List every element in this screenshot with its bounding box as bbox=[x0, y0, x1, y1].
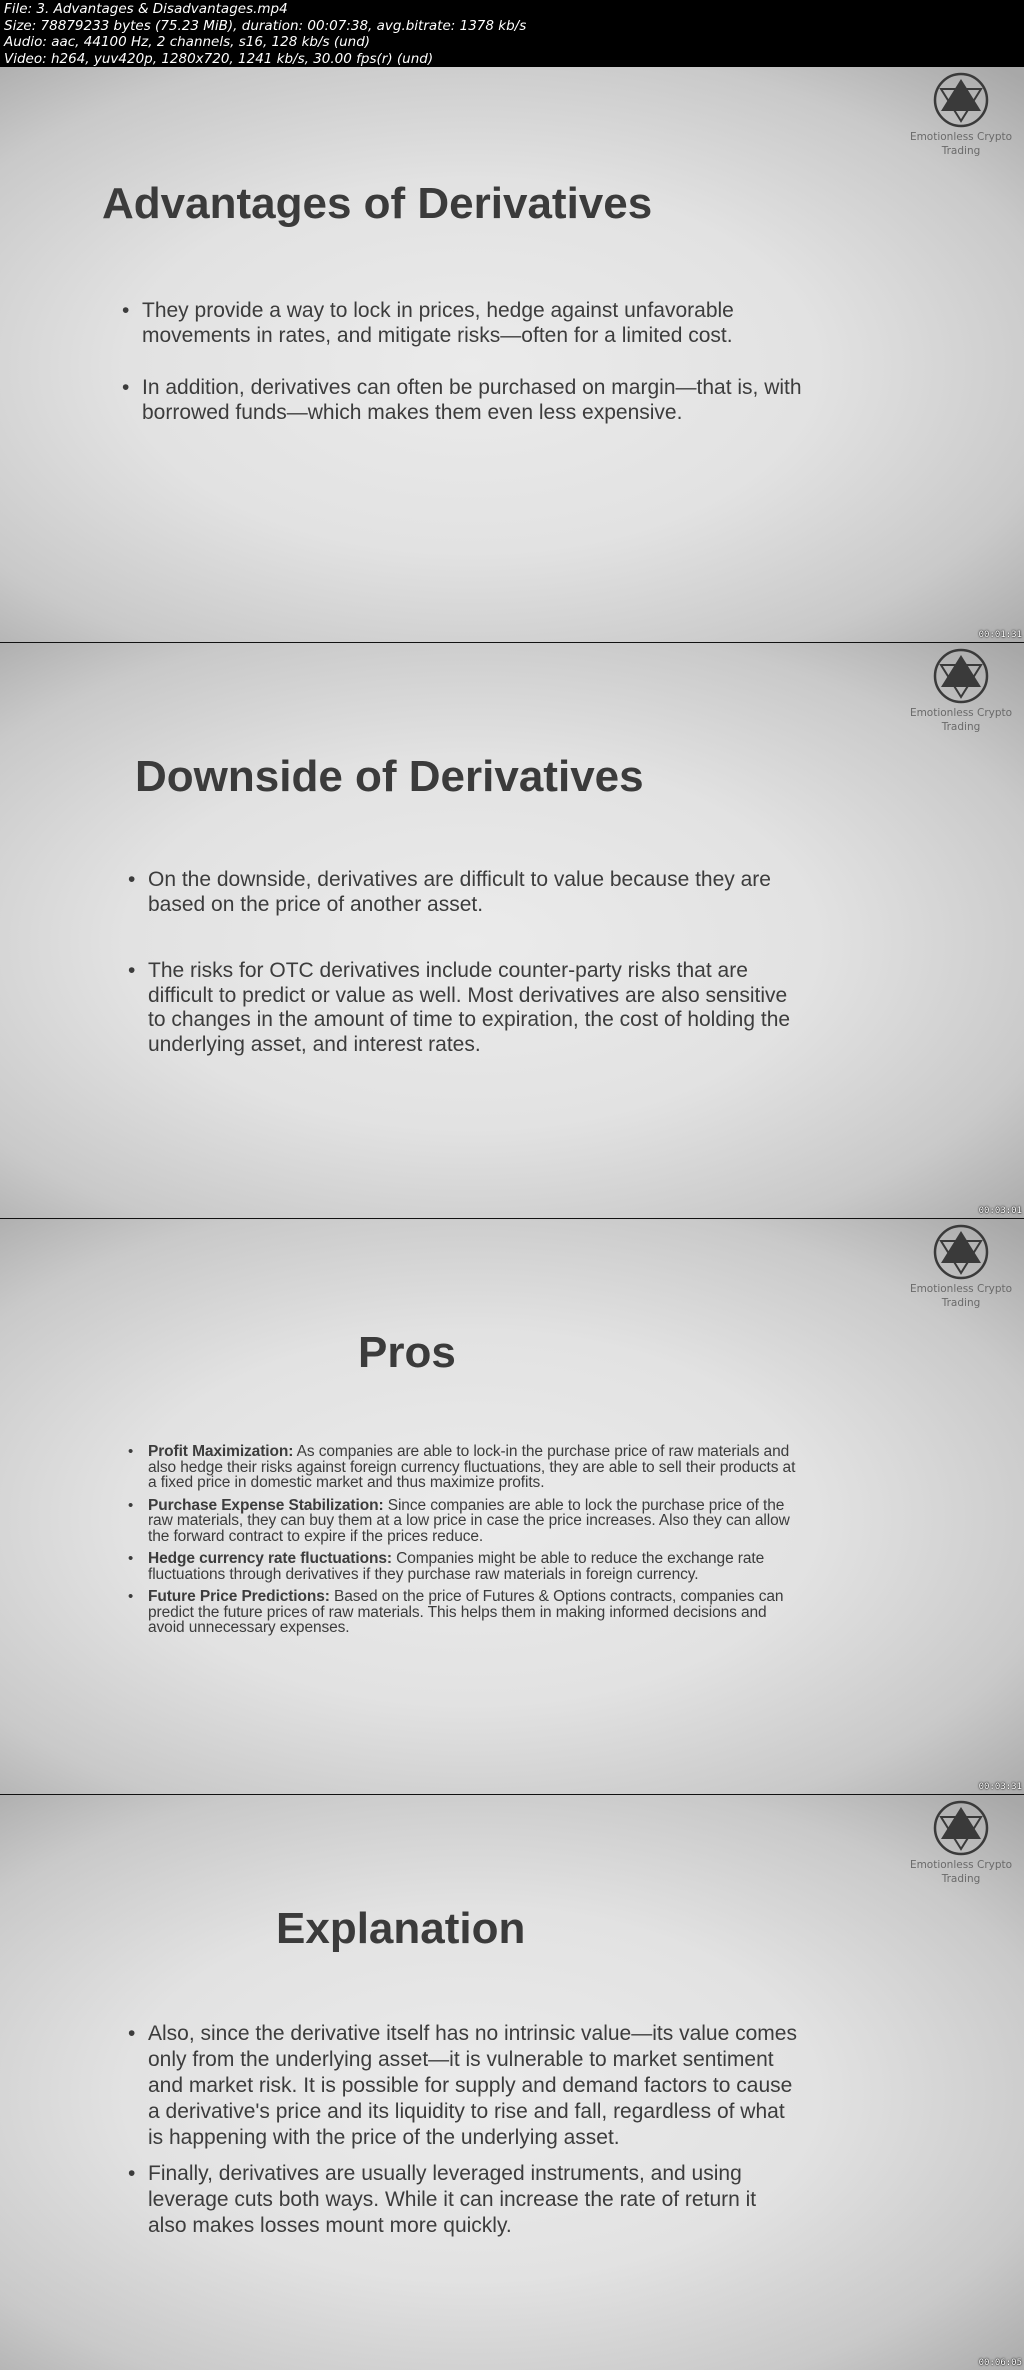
brand-logo bbox=[906, 1799, 1016, 1885]
brand-logo bbox=[906, 1223, 1016, 1309]
bullet-lead: Hedge currency rate fluctuations: bbox=[148, 1550, 392, 1567]
logo-line-1: Emotionless Crypto bbox=[909, 707, 1013, 719]
bullet-text: Since companies are able to lock the purchase price of the raw materials, they can buy them at a low price in case the price increases. Also they can allow the forward contract to expire if the prices reduce. bbox=[148, 1496, 790, 1545]
brand-logo bbox=[906, 647, 1016, 733]
bullet-lead: Purchase Expense Stabilization: bbox=[148, 1496, 384, 1514]
logo-line-1: Emotionless Crypto bbox=[909, 1859, 1013, 1871]
bullet-item: • In addition, derivatives can often be purchased on margin—that is, with borrowed funds—which makes them even less expensive. bbox=[122, 376, 812, 425]
bullet-text: Companies might be able to reduce the exchange rate fluctuations through derivatives if they purchase raw materials in foreign currency. bbox=[148, 1550, 765, 1583]
timestamp: 00:06:05 bbox=[978, 2358, 1022, 2368]
file-name-line: File: 3. Advantages & Disadvantages.mp4 bbox=[4, 1, 288, 17]
thumbnail-frame-1 bbox=[0, 67, 1024, 642]
bullet-lead: Profit Maximization: bbox=[148, 1443, 294, 1460]
bullet-item: • Also, since the derivative itself has no intrinsic value—its value comes only from the underlying asset—it is vulnerable to market sentiment and market risk. It is possible for supply and demand factors to cause a derivative's price and its liquidity to rise and fall, regardless of what is happening with the price of the underlying asset. bbox=[128, 2021, 800, 2151]
bullet-text: Based on the price of Futures & Options contracts, companies can predict the future prices of raw materials. This helps them in making informed decisions and avoid unnecessary expenses. bbox=[148, 1588, 784, 1636]
bullet-item: • On the downside, derivatives are difficult to value because they are based on the price of another asset. bbox=[128, 868, 808, 917]
timestamp: 00:03:31 bbox=[978, 1782, 1022, 1792]
logo-line-1: Emotionless Crypto bbox=[909, 131, 1013, 143]
thumbnail-frame-3 bbox=[0, 1219, 1024, 1794]
bullet-list bbox=[128, 1444, 806, 1636]
logo-line-2: Trading bbox=[941, 1873, 981, 1885]
slide-title: Explanation bbox=[276, 1904, 526, 1953]
bullet-item bbox=[128, 1444, 806, 1491]
slide-title: Advantages of Derivatives bbox=[102, 179, 653, 228]
bullet-list bbox=[128, 2021, 800, 2239]
bullet-item: • They provide a way to lock in prices, hedge against unfavorable movements in rates, and mitigate risks—often for a limited cost. bbox=[122, 299, 812, 348]
bullet-lead: Future Price Predictions: bbox=[148, 1588, 330, 1605]
bullet-list bbox=[128, 868, 808, 1057]
logo-line-2: Trading bbox=[941, 1297, 981, 1309]
bullet-item: • The risks for OTC derivatives include counter-party risks that are difficult to predict or value as well. Most derivatives are also sensitive to changes in the amount of time to expiration, the cost of holding the underlying asset, and interest rates. bbox=[128, 959, 808, 1057]
triangle-star-logo-icon bbox=[931, 1223, 991, 1281]
logo-line-2: Trading bbox=[941, 721, 981, 733]
file-size-line: Size: 78879233 bytes (75.23 MiB), duration: 00:07:38, avg.bitrate: 1378 kb/s bbox=[4, 17, 527, 34]
bullet-list bbox=[122, 299, 812, 425]
brand-logo bbox=[906, 71, 1016, 157]
triangle-star-logo-icon bbox=[931, 1799, 991, 1857]
bullet-item bbox=[128, 1551, 806, 1582]
audio-info-line: Audio: aac, 44100 Hz, 2 channels, s16, 128 kb/s (und) bbox=[4, 34, 371, 50]
logo-line-2: Trading bbox=[941, 145, 981, 157]
logo-line-1: Emotionless Crypto bbox=[909, 1283, 1013, 1295]
timestamp: 00:01:31 bbox=[978, 630, 1022, 640]
slide-title: Downside of Derivatives bbox=[135, 752, 644, 801]
bullet-item bbox=[128, 1498, 806, 1545]
bullet-text: As companies are able to lock-in the purchase price of raw materials and also hedge their risks against foreign currency fluctuations, they are able to sell their products at a fixed price in domestic market and thus maximize profits. bbox=[148, 1443, 796, 1491]
triangle-star-logo-icon bbox=[931, 71, 991, 129]
thumbnail-frame-2 bbox=[0, 643, 1024, 1218]
bullet-item bbox=[128, 1589, 806, 1636]
triangle-star-logo-icon bbox=[931, 647, 991, 705]
video-info-header bbox=[0, 0, 1024, 67]
video-info-line: Video: h264, yuv420p, 1280x720, 1241 kb/s, 30.00 fps(r) (und) bbox=[4, 50, 434, 67]
timestamp: 00:03:01 bbox=[978, 1206, 1022, 1216]
slide-title: Pros bbox=[358, 1328, 456, 1377]
bullet-item: • Finally, derivatives are usually leveraged instruments, and using leverage cuts both ways. While it can increase the rate of return it also makes losses mount more quickly. bbox=[128, 2161, 800, 2239]
thumbnail-frame-4 bbox=[0, 1795, 1024, 2370]
